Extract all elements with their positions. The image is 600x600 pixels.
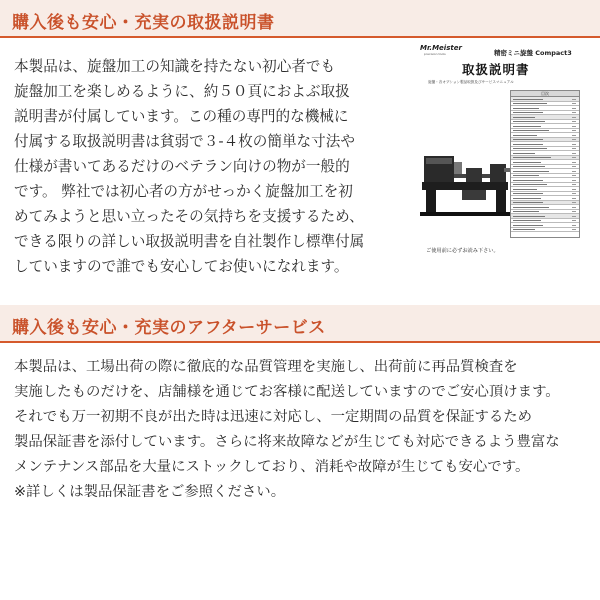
brand-tagline: precision tools: [424, 52, 446, 56]
model-name: 精密ミニ旋盤 Compact3: [494, 49, 572, 57]
text-line: 本製品は、工場出荷の際に徹底的な品質管理を実施し、出荷前に再品質検査を: [14, 359, 518, 375]
text-line: 付属する取扱説明書は貧弱で３-４枚の簡単な寸法や: [14, 133, 355, 150]
aftersales-description: [14, 355, 594, 505]
section-header-manual: [0, 0, 600, 38]
text-line: 説明書が付属しています。この種の専門的な機械に: [14, 108, 349, 125]
section-header-aftersales: [0, 305, 600, 343]
manual-cover-image: [418, 38, 586, 258]
manual-subtitle: 旋盤・各オプション製品取扱及びサービスマニュアル: [428, 80, 514, 84]
manual-title: 取扱説明書: [462, 62, 530, 77]
text-line: めてみようと思い立ったその気持ちを支援するため、: [14, 208, 364, 225]
toc-header: 目次: [511, 91, 579, 97]
text-line: それでも万一初期不良が出た時は迅速に対応し、一定期間の品質を保証するため: [14, 409, 533, 425]
text-line: できる限りの詳しい取扱説明書を自社製作し標準付属: [14, 233, 365, 250]
text-line: 旋盤加工を楽しめるように、約５０頁におよぶ取扱: [14, 83, 350, 100]
brand-logo: Mr.Meister: [420, 44, 462, 52]
table-of-contents: [510, 90, 580, 238]
text-line: していますので誰でも安心してお使いになれます。: [14, 258, 349, 275]
text-line: 実施したものだけを、店舗様を通じてお客様に配送していますのでご安心頂けます。: [14, 384, 560, 400]
section-title: 購入後も安心・充実のアフターサービス: [12, 318, 326, 338]
manual-footer-note: ご使用前に必ずお読み下さい。: [426, 248, 499, 254]
text-line: 製品保証書を添付しています。さらに将来故障などが生じても対応できるよう豊富な: [14, 434, 560, 450]
section-title: 購入後も安心・充実の取扱説明書: [12, 13, 275, 33]
text-line: 本製品は、旋盤加工の知識を持たない初心者でも: [14, 58, 336, 75]
text-line: ※詳しくは製品保証書をご参照ください。: [14, 484, 286, 500]
text-line: です。 弊社では初心者の方がせっかく旋盤加工を初: [14, 183, 353, 200]
manual-description: [14, 54, 394, 279]
text-line: メンテナンス部品を大量にストックしており、消耗や故障が生じても安心です。: [14, 459, 530, 475]
text-line: 仕様が書いてあるだけのベテラン向けの物が一般的: [14, 158, 350, 175]
